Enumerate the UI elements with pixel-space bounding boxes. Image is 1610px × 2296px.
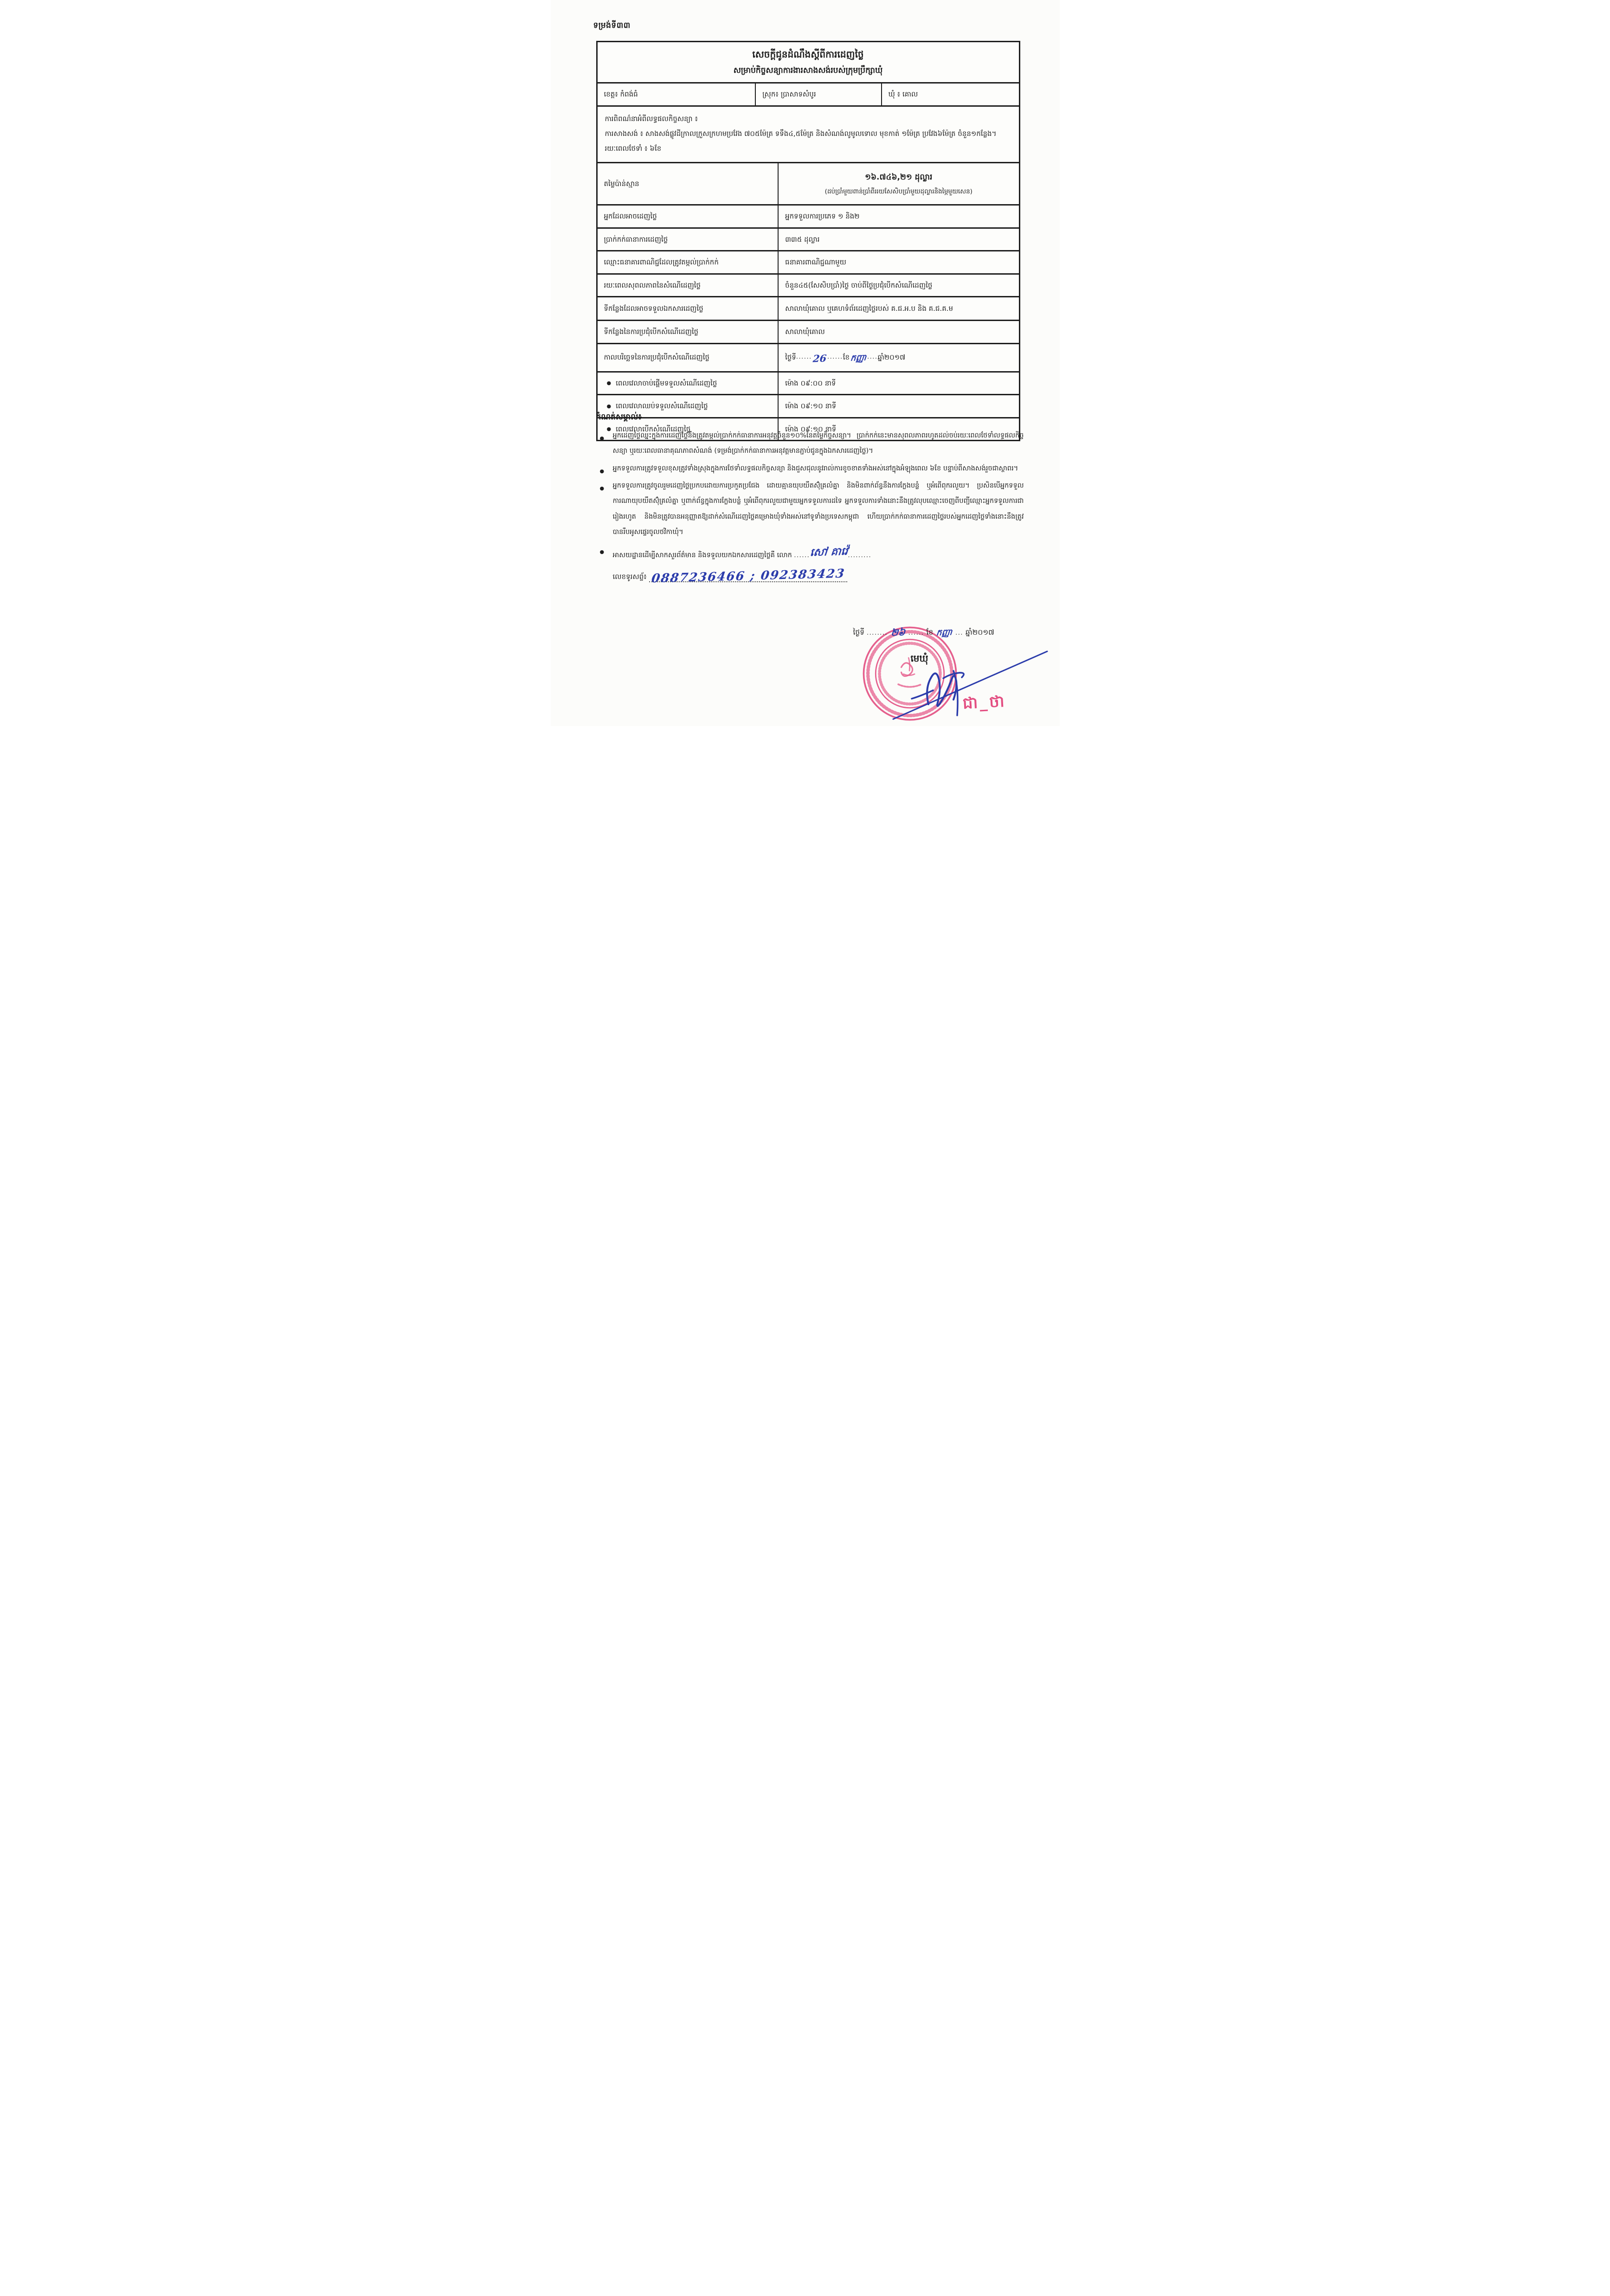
note-item: [596, 461, 1024, 476]
handwritten-month: កញ្ញា: [936, 627, 953, 638]
date-prefix: ថ្ងៃទី: [853, 628, 865, 637]
phone-dotted-line: [649, 566, 847, 586]
bid-deposit-label: ប្រាក់កក់ធានាការដេញថ្លៃ: [604, 235, 668, 244]
scanned-announcement-document: [551, 0, 1060, 726]
documents-place-row: [598, 296, 1019, 320]
eligible-bidders-label: អ្នកដែលអាចដេញថ្លៃ: [604, 212, 657, 221]
documents-place-label: ទីកន្លែងដែលអាចទទួលឯកសារដេញថ្លៃ: [604, 304, 703, 313]
announcement-table: [596, 41, 1020, 441]
dotted-leader: ......: [908, 630, 924, 637]
opening-date-label: កាលបរិច្ឆេទនៃការប្រជុំបើកសំណើដេញថ្លៃ: [604, 353, 709, 362]
phone-label: លេខទូរសព្ទ័៖: [612, 572, 647, 581]
opening-date-value: [778, 344, 1018, 371]
estimated-price-label: តម្លៃប៉ាន់ស្មាន: [604, 179, 639, 188]
estimated-price-value: [778, 163, 1018, 205]
document-title-line1: សេចក្តីជូនដំណឹងស្តីពីការដេញថ្លៃ: [752, 49, 864, 60]
description-body: ការសាងសង់ ៖ សាងសង់ផ្លូវដីក្រាលក្រួសក្រហមប្រវែង ៧០៥ម៉ែត្រ ទទឹង៤,៥ម៉ែត្រ និងសំណង់លូមូលទោល មុខកាត់ ១ម៉ែត្រ ប្រវែង៦ម៉ែត្រ ចំនួន១កន្លែង។: [605, 129, 997, 138]
bullet-dot-icon: ●: [599, 468, 605, 474]
note-text: អ្នកទទួលការត្រូវទទួលខុសត្រូវទាំងស្រុងក្នុងការថែទាំលទ្ធផលកិច្ចសន្យា និងជួសជុលនូវរាល់ការខូចខាតទាំងអស់នៅក្នុងអំឡុងពេល ៦ខែ បន្ទាប់ពីសាងសង់រួចជាស្ថាពរ។: [612, 464, 1018, 472]
opening-date-row: [598, 343, 1019, 371]
note-item: [596, 428, 1024, 459]
bullet-dot-icon: ●: [599, 485, 605, 492]
documents-place-value: សាលាឃុំគោល ឬគេហទំព័រដេញថ្លៃរបស់ គ.ជ.អ.ប និង គ.ជ.គ.ម: [778, 297, 1018, 320]
signature-ink: [884, 645, 1053, 725]
opening-place-row: [598, 320, 1019, 343]
description-heading: ការពិពណ៌នាអំពីលទ្ធផលកិច្ចសន្យា ៖: [605, 114, 698, 123]
year-label: ឆ្នាំ២០១៧: [965, 628, 994, 637]
bullet-dot-icon: ●: [606, 426, 612, 432]
bid-validity-row: [598, 273, 1019, 296]
dotted-leader: ......: [796, 354, 812, 361]
start-receiving-time-text: ពេលវេលាចាប់ផ្តើមទទួលសំណើដេញថ្លៃ: [616, 379, 717, 387]
bank-row: [598, 250, 1019, 273]
red-handwritten-note: ជា_ថា: [962, 692, 1007, 713]
start-receiving-time-value: ម៉ោង ០៩:០០ នាទី: [778, 373, 1018, 394]
eligible-bidders-row: [598, 204, 1019, 227]
notes-section: [596, 412, 1024, 586]
handwritten-day: 26: [812, 352, 827, 365]
bid-opening-time-text: ពេលវេលាបើកសំណើដេញថ្លៃ: [616, 424, 691, 433]
note-text: អ្នកដេញថ្លៃឈ្នះក្នុងការដេញថ្លៃនឹងត្រូវតម្កល់ប្រាក់កក់ធានាការអនុវត្តចំនួន១០%នៃតម្លៃកិច្ចសន្យា។ ប្រាក់កក់នេះមានសុពលភាពរហូតដល់ចប់រយៈពេលថែទាំលទ្ធផលកិច្ចសន្យា ឬរយៈពេលធានាគុណភាពសំណង់ (ទម្រង់ប្រាក់កក់ធានាការអនុវត្តមានភ្ជាប់ជូនក្នុងឯកសារដេញថ្លៃ)។: [612, 432, 1024, 455]
province-cell: ខេត្ត៖ កំពង់ធំ: [604, 90, 638, 99]
title-block: [598, 42, 1019, 82]
bullet-dot-icon: ●: [599, 549, 605, 555]
month-label: ខែ: [926, 628, 934, 637]
contract-description-row: [598, 105, 1019, 162]
year-label: ឆ្នាំ២០១៧: [877, 353, 906, 362]
eligible-bidders-value: អ្នកទទួលការប្រភេទ ១ និង២: [778, 206, 1018, 227]
bid-opening-time-value: ម៉ោង ០៩:១០ នាទី: [778, 418, 1018, 440]
notes-heading: កំណត់សម្គាល់៖: [596, 412, 642, 422]
district-cell: ស្រុក៖ ប្រាសាទសំបូរ: [755, 84, 881, 105]
note-item: [596, 478, 1024, 540]
start-receiving-time-row: [598, 371, 1019, 394]
maintenance-period: រយៈពេលថែទាំ ៖ ៦ខែ: [605, 144, 662, 153]
footer-date-line: [853, 625, 994, 640]
start-receiving-time-label: [598, 373, 778, 394]
dotted-leader: ......: [794, 552, 810, 560]
form-number-label: ទម្រង់ទី៣៣: [593, 21, 631, 30]
contact-note-item: [596, 542, 1024, 566]
opening-place-value: សាលាឃុំគោល: [778, 321, 1018, 343]
dotted-leader: ......: [827, 354, 843, 361]
dotted-leader: ....: [867, 354, 878, 361]
stop-receiving-time-text: ពេលវេលាឈប់ទទួលសំណើដេញថ្លៃ: [616, 402, 708, 411]
bullet-dot-icon: ●: [606, 380, 612, 386]
bid-validity-value: ចំនួន៤៥(សែសិបប្រាំ)ថ្ងៃ ចាប់ពីថ្ងៃប្រជុំបើកសំណើដេញថ្លៃ: [778, 275, 1018, 296]
bid-deposit-row: [598, 227, 1019, 251]
stop-receiving-time-value: ម៉ោង ០៩:១០ នាទី: [778, 395, 1018, 417]
note-text: អ្នកទទួលការត្រូវចូលរួមដេញថ្លៃប្រកបដោយការប្រកួតប្រជែង ដោយគ្មានយុបយឹតស៊ុំគ្រលំគ្នា និងមិនពាក់ព័ន្ធនឹងការក្លែងបន្លំ ឬអំពើពុករលួយ។ ប្រសិនបើអ្នកទទួលការណាយុបយឹតស៊ុំគ្រលំគ្នា ឬពាក់ព័ន្ធក្នុងការក្លែងបន្លំ ឬអំពើពុករលួយជាមួយអ្នកទទួលការដទៃ អ្នកទទួលការទាំងនោះនឹងត្រូវលុបឈ្មោះចេញពីបញ្ជីឈ្មោះអ្នកទទួលការជារៀងរហូត និងមិនត្រូវបានអនុញ្ញាតឱ្យដាក់សំណើដេញថ្លៃគម្រោងឃុំទាំងអស់នៅទូទាំងប្រទេសកម្ពុជា ហើយប្រាក់កក់ធានាការដេញថ្លៃរបស់អ្នកដេញថ្លៃទាំងនោះនឹងត្រូវបានរឹបអូសផ្ទេរចូលថវិកាឃុំ។: [612, 482, 1024, 536]
signer-title: មេឃុំ: [910, 653, 928, 664]
dotted-leader: ........: [867, 630, 888, 637]
opening-place-label: ទីកន្លែងនៃការប្រជុំបើកសំណើដេញថ្លៃ: [604, 328, 699, 336]
month-label: ខែ: [843, 353, 850, 362]
bid-validity-label: រយៈពេលសុពលភាពនៃសំណើដេញថ្លៃ: [604, 281, 701, 289]
location-row: [598, 82, 1019, 105]
dotted-leader: ...: [955, 630, 963, 637]
document-title-line2: សម្រាប់កិច្ចសន្យាការងារសាងសង់របស់ក្រុមប្រឹក្សាឃុំ: [733, 66, 883, 75]
bank-value: ធនាគារពាណិជ្ជណាមួយ: [778, 251, 1018, 273]
dotted-leader: .........: [848, 552, 872, 560]
commune-cell: ឃុំ ៖ គោល: [881, 84, 1019, 105]
estimated-amount-words: (ដប់ប្រាំមួយពាន់ប្រាំពីររយសែសិបប្រាំមួយដុល្លារនិងម្ភៃមួយសេន): [824, 188, 972, 196]
date-prefix: ថ្ងៃទី: [785, 353, 796, 362]
handwritten-month: កញ្ញា: [850, 352, 867, 363]
contact-prefix: អាសយដ្ឋានដើម្បីសាកសួរព័ត៌មាន និងទទួលយកឯកសារដេញថ្លៃគឺ លោក: [612, 552, 792, 560]
bullet-dot-icon: ●: [599, 435, 605, 441]
estimated-amount: ១៦.៧៤៦,២១ ដុល្លារ: [865, 172, 933, 182]
bank-label: ឈ្មោះធនាគារពាណិជ្ជដែលត្រូវតម្កល់ប្រាក់កក់: [604, 258, 719, 267]
handwritten-day: ២៦: [890, 626, 906, 638]
estimated-price-row: [598, 162, 1019, 205]
handwritten-phone-numbers: 0887236466 ; 092383423: [650, 566, 846, 586]
bid-deposit-value: ៣៣៥ ដុល្លារ: [778, 229, 1018, 251]
phone-line: [612, 566, 1024, 586]
handwritten-contact-name: សៅ គាវ៉េ: [809, 545, 849, 559]
bullet-dot-icon: ●: [606, 403, 612, 409]
